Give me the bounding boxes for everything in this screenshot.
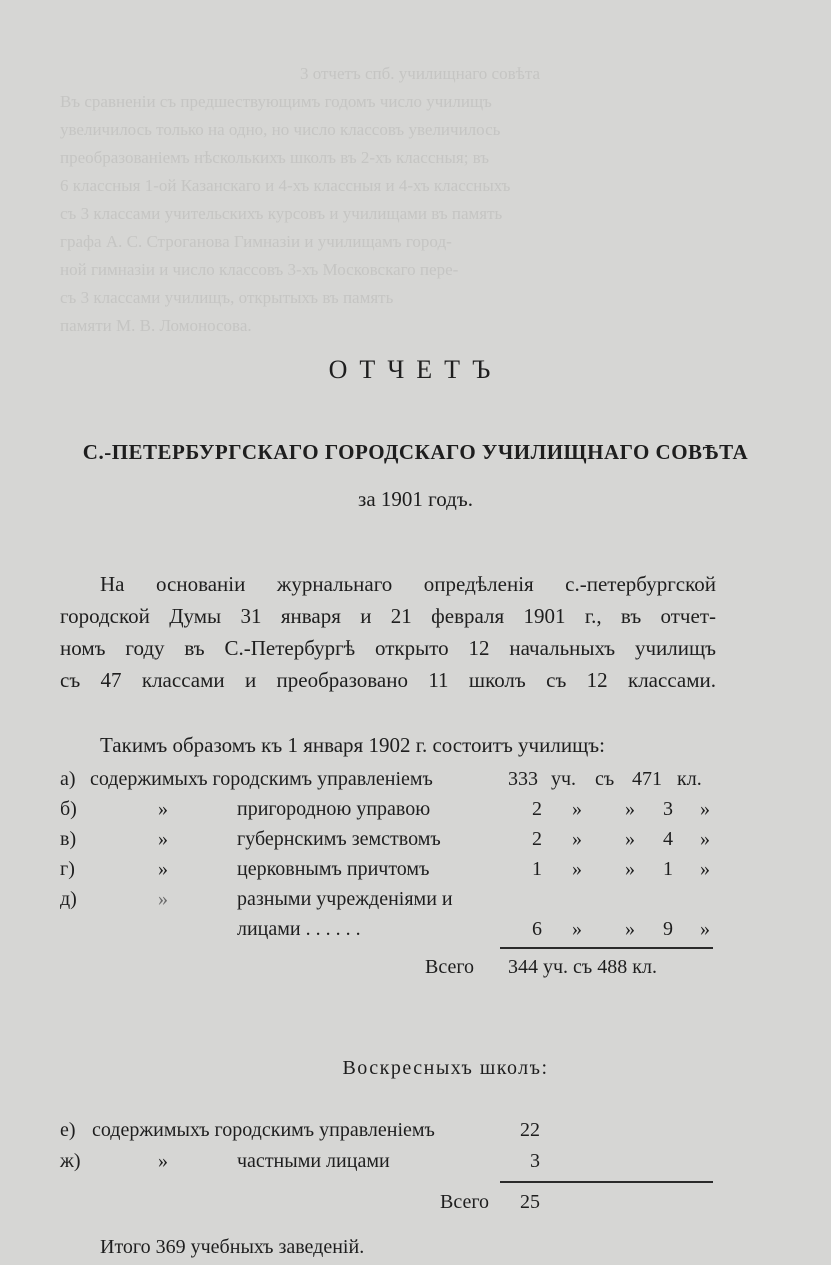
sum-rule bbox=[500, 947, 713, 949]
grand-total: Итого 369 учебныхъ заведеній. bbox=[100, 1236, 365, 1258]
table-row: в) » губернскимъ земствомъ 2 » » 4 » bbox=[60, 828, 710, 850]
table-row: г) » церковнымъ причтомъ 1 » » 1 » bbox=[60, 858, 710, 880]
table-row: лицами . . . . . . 6 » » 9 » bbox=[237, 918, 710, 940]
table-row: ж) » частными лицами 3 bbox=[60, 1150, 540, 1172]
bleed-through-text: 3 отчетъ спб. училищнаго совѣта Въ сравненіи съ предшествующимъ годомъ число училищъ увеличилось только на одно, но число классовъ увеличилось преобразованіемъ нѣсколькихъ школъ въ 2-хъ классныя; въ 6 классныя 1-ой Казанскаго и 4-хъ классныя и 4-хъ классныхъ съ 3 классами учительскихъ курсовъ и училищами въ память графа А. С. Строганова Гимназіи и училищамъ город- ной гимназіи и число классовъ 3-хъ Московскаго пере- съ 3 классами училищъ, открытыхъ въ память памяти М. В. Ломоносова. bbox=[60, 64, 541, 335]
report-subtitle: С.-ПЕТЕРБУРГСКАГО ГОРОДСКАГО УЧИЛИЩНАГО СОВѢТА bbox=[82, 440, 749, 464]
report-year: за 1901 годъ. bbox=[358, 487, 473, 511]
table-row: д) » разными учрежденіями и bbox=[60, 888, 453, 910]
intro-paragraph: На основаніи журнальнаго опредѣленія с.-петербургской городской Думы 31 января и 21 февраля 1901 г., въ отчет- номъ году въ С.-Петербургѣ открыто 12 начальныхъ училищъ съ 47 классами и преобразовано 11 школъ съ 12 классами. bbox=[60, 572, 716, 692]
schools-intro: Такимъ образомъ къ 1 января 1902 г. состоитъ училищъ: bbox=[100, 733, 605, 757]
table-row: е) содержимыхъ городскимъ управленіемъ 22 bbox=[60, 1119, 540, 1141]
sum-rule bbox=[500, 1181, 713, 1183]
table-row: а) содержимыхъ городскимъ управленіемъ 333 уч. съ 471 кл. bbox=[60, 768, 702, 790]
table-row: б) » пригородною управою 2 » » 3 » bbox=[60, 798, 710, 820]
report-title: ОТЧЕТЪ bbox=[328, 355, 503, 384]
table-total-row: Всего 344 уч. съ 488 кл. bbox=[425, 956, 657, 978]
sunday-schools-title: Воскресныхъ школъ: bbox=[342, 1057, 549, 1079]
table-total-row: Всего 25 bbox=[440, 1191, 540, 1213]
